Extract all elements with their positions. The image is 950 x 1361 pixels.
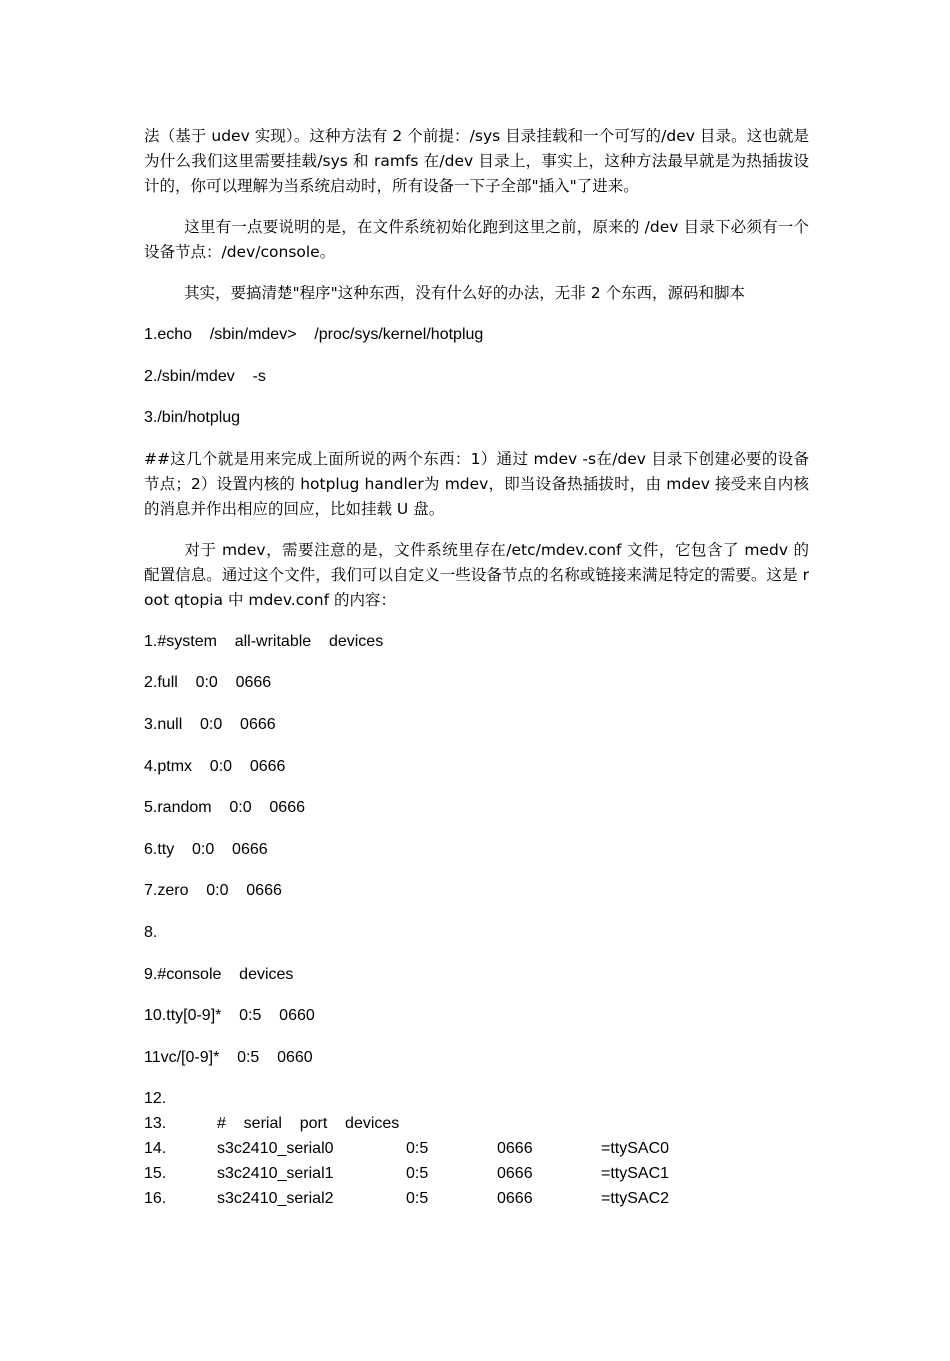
paragraph-udev-method: 法（基于 udev 实现）。这种方法有 2 个前提：/sys 目录挂载和一个可写的/dev 目录。这也就是为什么我们这里需要挂载/sys 和 ramfs 在/dev 目录上，事实上，这种方法最早就是为热插拔设计的，你可以理解为当系统启动时，所有设备一下子全部"插入"了进来。 xyxy=(144,127,809,195)
conf-line-4: 4.ptmx 0:0 0666 xyxy=(144,757,286,775)
conf-line-3: 3.null 0:0 0666 xyxy=(144,715,276,733)
conf-line-6: 6.tty 0:0 0666 xyxy=(144,840,268,858)
document-body xyxy=(144,124,809,1211)
serial-row-14 xyxy=(144,1136,809,1161)
paragraph-source-and-script: 其实，要搞清楚"程序"这种东西，没有什么好的办法，无非 2 个东西，源码和脚本 xyxy=(184,284,745,302)
serial-row-15 xyxy=(144,1161,809,1186)
serial-row-mode: 0666 xyxy=(497,1165,533,1183)
paragraph-mdev-conf: 对于 mdev，需要注意的是，文件系统里存在/etc/mdev.conf 文件，它包含了 medv 的配置信息。通过这个文件，我们可以自定义一些设备节点的名称或链接来满足特定的需要。这是 root qtopia 中 mdev.conf 的内容： xyxy=(144,540,809,609)
serial-row-13 xyxy=(144,1111,809,1136)
conf-line-9: 9.#console devices xyxy=(144,965,294,983)
conf-line-8: 8. xyxy=(144,923,158,941)
conf-line-7: 7.zero 0:0 0666 xyxy=(144,882,282,900)
conf-line-5: 5.random 0:0 0666 xyxy=(144,799,305,817)
serial-row-number: 14. xyxy=(144,1140,167,1158)
conf-line-12: 12. xyxy=(144,1090,167,1108)
serial-row-link: =ttySAC2 xyxy=(601,1190,670,1208)
serial-row-owner: 0:5 xyxy=(406,1190,429,1208)
serial-row-owner: 0:5 xyxy=(406,1165,429,1183)
serial-row-owner: 0:5 xyxy=(406,1140,429,1158)
startup-line-3: 3./bin/hotplug xyxy=(144,409,241,427)
startup-line-1: 1.echo /sbin/mdev> /proc/sys/kernel/hotplug xyxy=(144,326,484,343)
serial-row-device: s3c2410_serial0 xyxy=(217,1140,334,1158)
serial-row-link: =ttySAC1 xyxy=(601,1165,670,1183)
serial-row-mode: 0666 xyxy=(497,1190,533,1208)
serial-row-link: =ttySAC0 xyxy=(601,1140,670,1158)
serial-row-16 xyxy=(144,1186,809,1211)
conf-line-11: 11vc/[0-9]* 0:5 0660 xyxy=(144,1048,313,1066)
paragraph-explanation: ##这几个就是用来完成上面所说的两个东西：1）通过 mdev -s在/dev 目录下创建必要的设备节点；2）设置内核的 hotplug handler为 mdev，即当设备热插拔时，由 mdev 接受来自内核的消息并作出相应的回应，比如挂载 U 盘。 xyxy=(144,449,809,518)
startup-line-2: 2./sbin/mdev -s xyxy=(144,367,266,385)
serial-row-number: 15. xyxy=(144,1165,167,1183)
conf-line-1: 1.#system all-writable devices xyxy=(144,632,384,650)
serial-row-number: 13. xyxy=(144,1115,167,1133)
serial-row-device: s3c2410_serial2 xyxy=(217,1190,334,1208)
serial-row-comment: # serial port devices xyxy=(217,1115,400,1133)
serial-row-number: 16. xyxy=(144,1190,167,1208)
conf-line-2: 2.full 0:0 0666 xyxy=(144,674,272,692)
conf-line-10: 10.tty[0-9]* 0:5 0660 xyxy=(144,1007,315,1025)
paragraph-console-node: 这里有一点要说明的是，在文件系统初始化跑到这里之前，原来的 /dev 目录下必须有一个设备节点：/dev/console。 xyxy=(144,218,809,261)
serial-row-mode: 0666 xyxy=(497,1140,533,1158)
serial-row-device: s3c2410_serial1 xyxy=(217,1165,334,1183)
